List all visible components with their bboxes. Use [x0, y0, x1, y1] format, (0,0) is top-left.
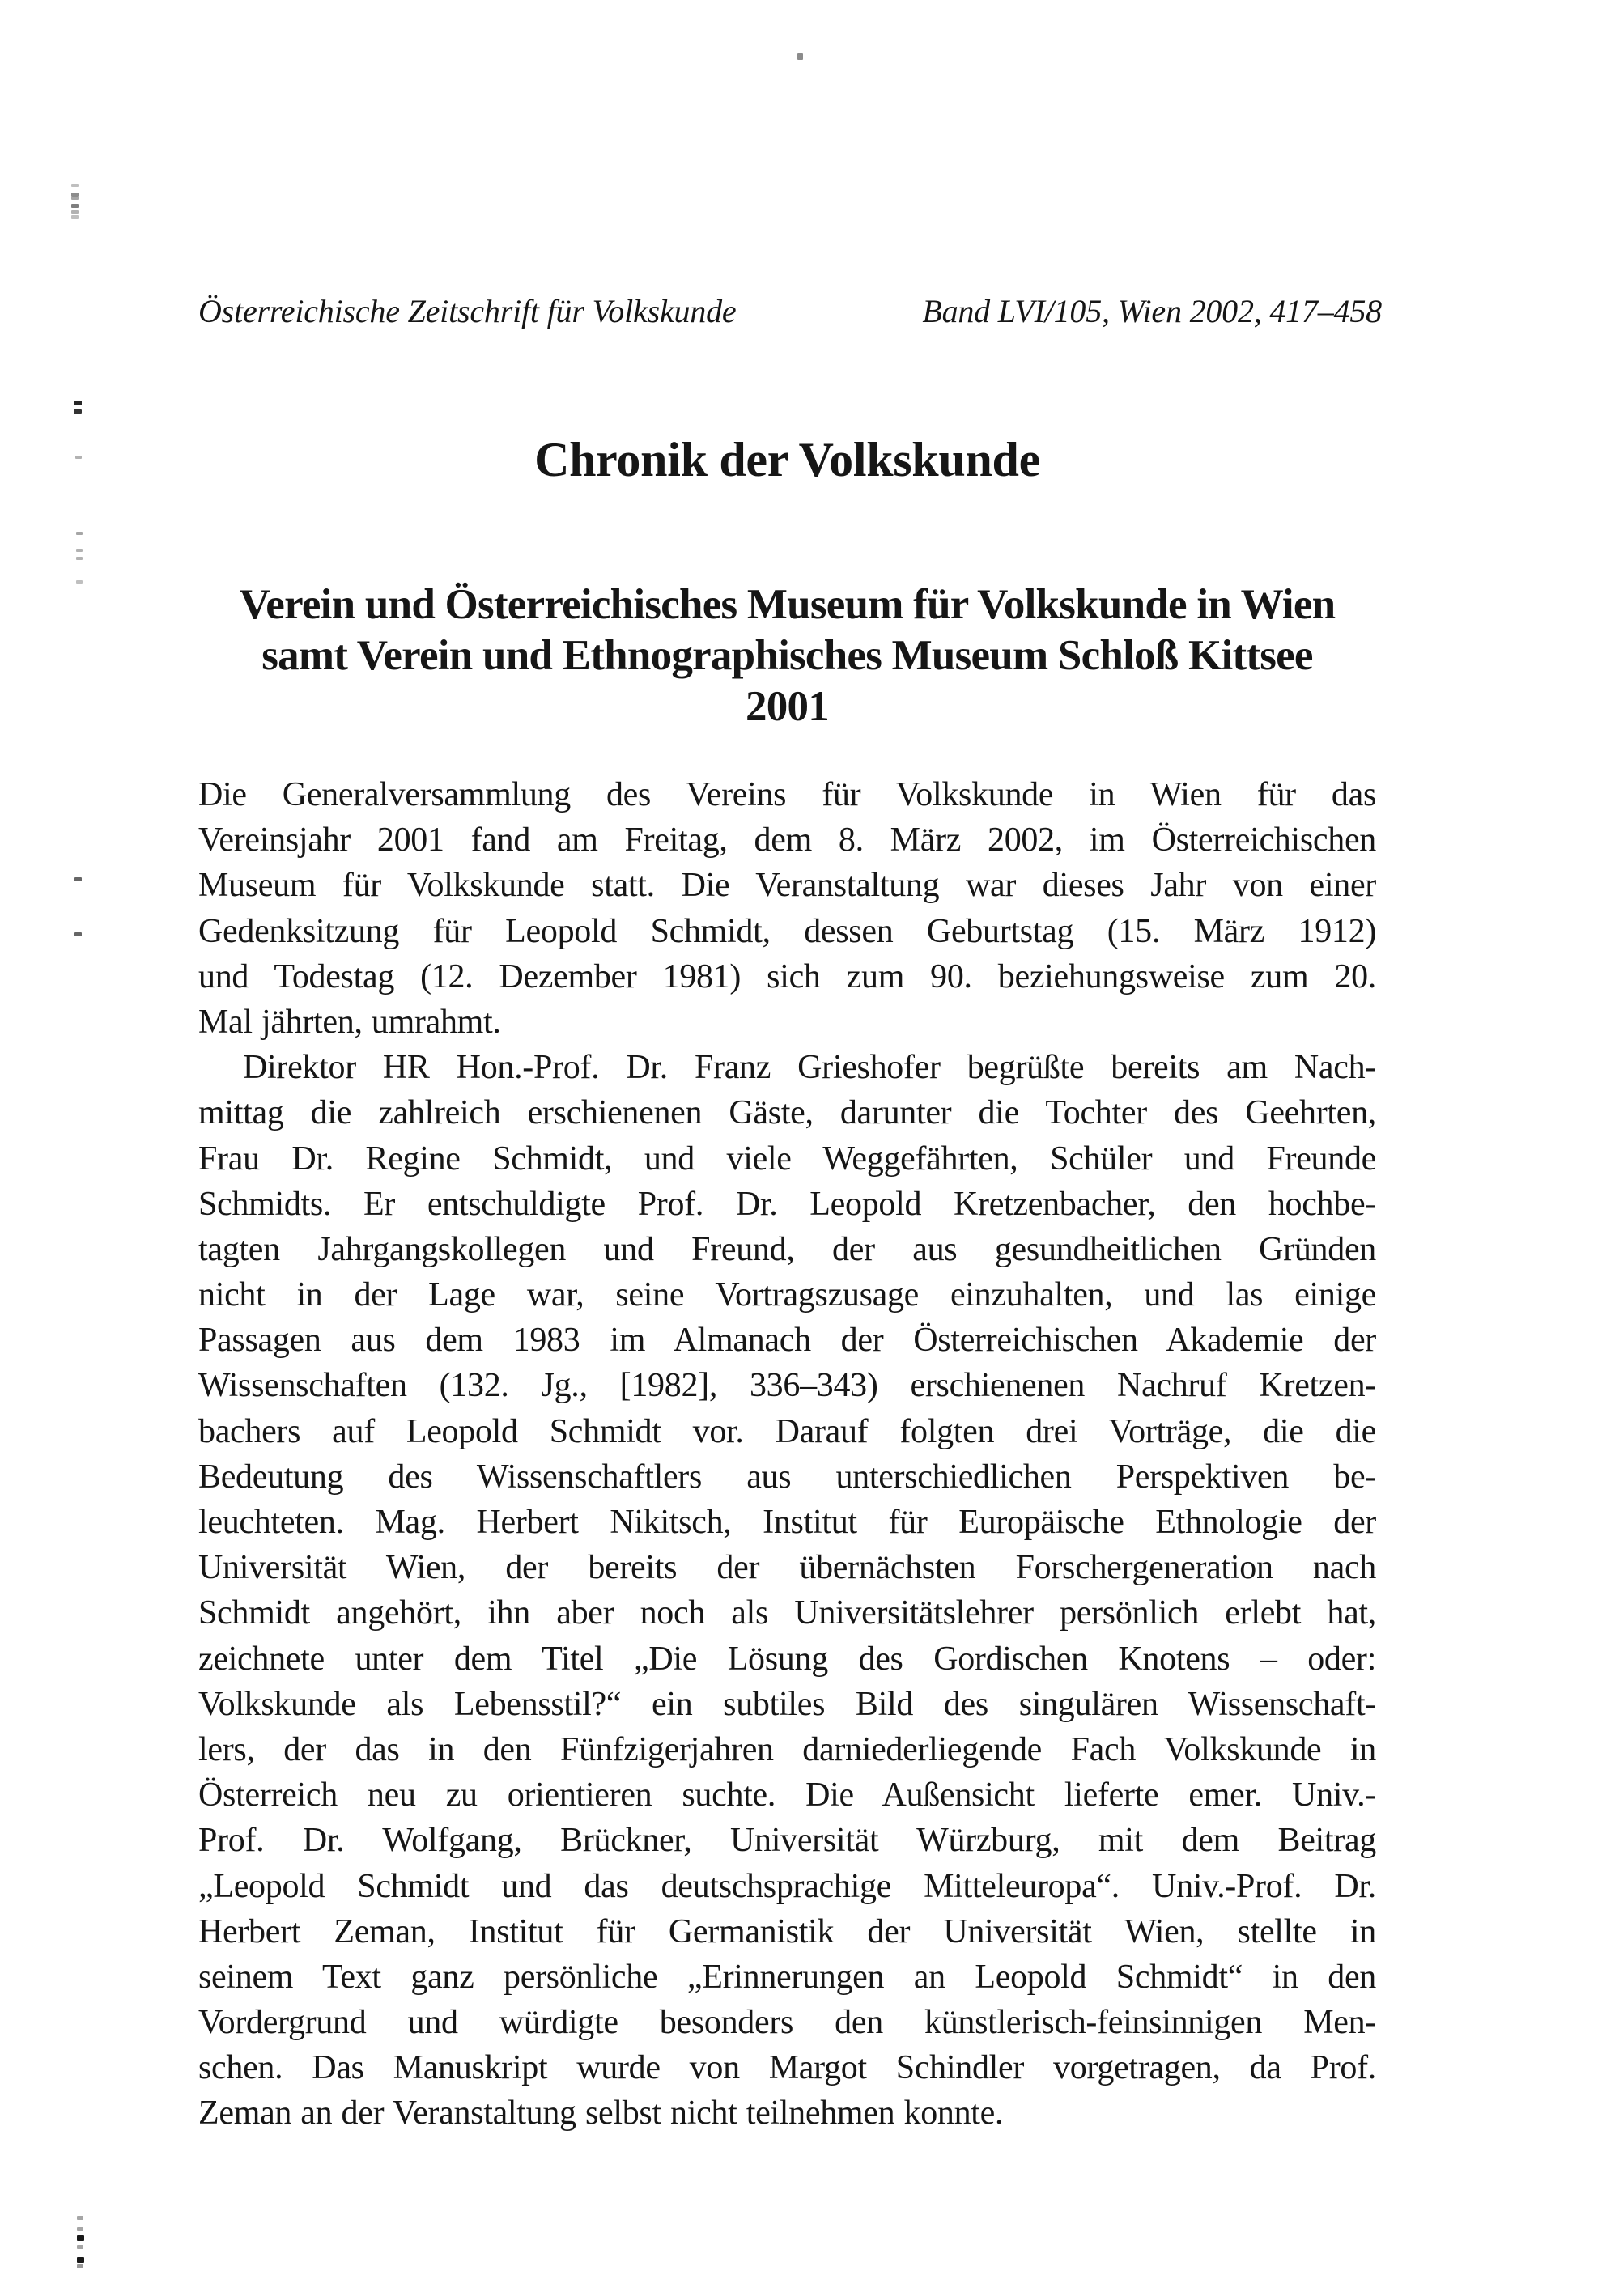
paragraph-line: Vordergrund und würdigte besonders den künstlerisch-feinsinnigen Men-	[198, 2004, 1376, 2042]
article-body	[198, 772, 1376, 2137]
paragraph-line: leuchteten. Mag. Herbert Nikitsch, Institut für Europäische Ethnologie der	[198, 1504, 1376, 1541]
paragraph-line: Bedeutung des Wissenschaftlers aus unterschiedlichen Perspektiven be-	[198, 1458, 1376, 1496]
paragraph-line: Museum für Volkskunde statt. Die Veranstaltung war dieses Jahr von einer	[198, 867, 1376, 905]
volume-issue-info: Band LVI/105, Wien 2002, 417–458	[922, 293, 1382, 329]
paragraph-line: Herbert Zeman, Institut für Germanistik der Universität Wien, stellte in	[198, 1912, 1376, 1950]
article-title-line: samt Verein und Ethnographisches Museum Schloß Kittsee	[261, 632, 1313, 679]
paragraph-line: Direktor HR Hon.-Prof. Dr. Franz Grieshofer begrüßte bereits am Nach-	[243, 1049, 1376, 1087]
scan-artifact	[797, 53, 803, 60]
scan-artifact	[74, 401, 82, 405]
scan-artifact	[74, 932, 82, 936]
article-title	[198, 579, 1376, 732]
paragraph-line: Schmidt angehört, ihn aber noch als Universitätslehrer persönlich erlebt hat,	[198, 1594, 1376, 1632]
scan-artifact	[76, 549, 83, 552]
paragraph-line: zeichnete unter dem Titel „Die Lösung des Gordischen Knotens – oder:	[198, 1640, 1376, 1678]
scan-artifact	[76, 557, 83, 560]
scan-artifact	[74, 409, 82, 414]
paragraph-line: Vereinsjahr 2001 fand am Freitag, dem 8. März 2002, im Österreichischen	[198, 821, 1376, 859]
paragraph-line: lers, der das in den Fünfzigerjahren darniederliegende Fach Volkskunde in	[198, 1730, 1376, 1768]
scan-artifact	[71, 197, 79, 200]
scan-artifact	[71, 210, 79, 214]
scan-artifact	[76, 532, 83, 535]
scan-artifact	[77, 2245, 83, 2249]
paragraph-line: Passagen aus dem 1983 im Almanach der Österreichischen Akademie der	[198, 1322, 1376, 1360]
paragraph-line: Österreich neu zu orientieren suchte. Die Außensicht lieferte emer. Univ.-	[198, 1776, 1376, 1814]
paragraph-line: mittag die zahlreich erschienenen Gäste, darunter die Tochter des Geehrten,	[198, 1094, 1376, 1132]
paragraph-line: tagten Jahrgangskollegen und Freund, der aus gesundheitlichen Gründen	[198, 1230, 1376, 1268]
scan-artifact	[77, 2227, 83, 2231]
scan-artifact	[74, 877, 82, 881]
scan-artifact	[77, 2264, 83, 2268]
paragraph-line: Mal jährten, umrahmt.	[198, 1003, 501, 1041]
scan-artifact	[77, 2257, 84, 2263]
paragraph-line: schen. Das Manuskript wurde von Margot Schindler vorgetragen, da Prof.	[198, 2049, 1376, 2087]
paragraph-line: Die Generalversammlung des Vereins für Volkskunde in Wien für das	[198, 776, 1376, 813]
scan-artifact	[71, 184, 79, 187]
paragraph-line: Zeman an der Veranstaltung selbst nicht teilnehmen konnte.	[198, 2094, 1004, 2133]
scan-artifact	[75, 456, 82, 459]
scan-artifact	[77, 2216, 83, 2220]
paragraph-line: Wissenschaften (132. Jg., [1982], 336–343) erschienenen Nachruf Kretzen-	[198, 1367, 1376, 1405]
paragraph-line: bachers auf Leopold Schmidt vor. Darauf folgten drei Vorträge, die die	[198, 1412, 1376, 1450]
paragraph-line: „Leopold Schmidt und das deutschsprachige Mitteleuropa“. Univ.-Prof. Dr.	[198, 1867, 1376, 1905]
paragraph-line: Schmidts. Er entschuldigte Prof. Dr. Leopold Kretzenbacher, den hochbe-	[198, 1185, 1376, 1223]
paragraph-line: nicht in der Lage war, seine Vortragszusage einzuhalten, und las einige	[198, 1276, 1376, 1314]
scan-artifact	[71, 215, 79, 219]
paragraph-line: seinem Text ganz persönliche „Erinnerungen an Leopold Schmidt“ in den	[198, 1958, 1376, 1996]
paragraph-line: und Todestag (12. Dezember 1981) sich zum 90. beziehungsweise zum 20.	[198, 957, 1376, 995]
article-title-line: 2001	[746, 683, 829, 730]
running-head	[198, 291, 1382, 332]
journal-title: Österreichische Zeitschrift für Volkskunde	[198, 293, 737, 329]
paragraph-line: Gedenksitzung für Leopold Schmidt, dessen Geburtstag (15. März 1912)	[198, 912, 1376, 950]
paragraph-line: Prof. Dr. Wolfgang, Brückner, Universität Würzburg, mit dem Beitrag	[198, 1822, 1376, 1860]
scan-artifact	[71, 204, 79, 208]
paragraph-line: Universität Wien, der bereits der übernächsten Forschergeneration nach	[198, 1549, 1376, 1587]
scan-artifact	[77, 2235, 84, 2241]
scan-artifact	[76, 580, 83, 584]
paragraph-line: Frau Dr. Regine Schmidt, und viele Weggefährten, Schüler und Freunde	[198, 1140, 1376, 1178]
paragraph-line: Volkskunde als Lebensstil?“ ein subtiles Bild des singulären Wissenschaft-	[198, 1685, 1376, 1723]
page-title: Chronik der Volkskunde	[534, 433, 1040, 486]
article-title-line: Verein und Österreichisches Museum für Volkskunde in Wien	[239, 581, 1336, 628]
